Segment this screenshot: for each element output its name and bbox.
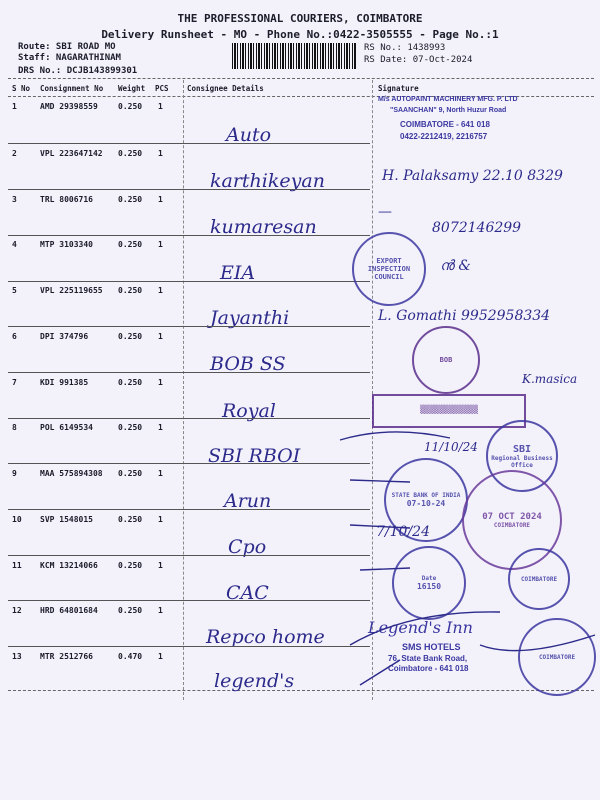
col-sno: S No: [12, 84, 31, 93]
row-consignment: TRL 8006716: [40, 195, 93, 204]
row-weight: 0.250: [118, 469, 143, 478]
legends-inn-logo: Legend's Inn: [368, 618, 473, 637]
row-consignment: MTR 2512766: [40, 652, 93, 661]
row-sno: 1: [12, 102, 17, 111]
row-consignment: DPI 374796: [40, 332, 89, 341]
drs-number: DRS No.: DCJB143899301: [18, 66, 138, 76]
row-consignee: karthikeyan: [210, 170, 325, 192]
row-consignee: Repco home: [206, 626, 325, 648]
signature-row3-phone: 8072146299: [432, 220, 522, 236]
row-consignment: AMD 29398559: [40, 102, 98, 111]
row-weight: 0.250: [118, 423, 143, 432]
col-signature: Signature: [378, 84, 419, 93]
row-consignment: SVP 1548015: [40, 515, 93, 524]
row-sno: 10: [12, 515, 22, 524]
row-divider: [8, 509, 370, 510]
row-consignment: KDI 991385: [40, 378, 89, 387]
row-consignee: CAC: [226, 582, 269, 604]
row-divider: [8, 143, 370, 144]
sms-hotels-label: SMS HOTELS: [402, 642, 461, 652]
row-consignee: Arun: [224, 490, 272, 512]
autopaint-stamp-phone: 0422-2212419, 2216757: [400, 132, 488, 141]
col-pcs: PCS: [155, 84, 169, 93]
row-weight: 0.250: [118, 515, 143, 524]
row-weight: 0.250: [118, 102, 143, 111]
row-consignee: EIA: [220, 262, 256, 284]
table-top-rule: [8, 78, 594, 79]
sbi-office-label: Regional Business Office: [491, 454, 553, 469]
col-consignee: Consignee Details: [187, 84, 264, 93]
legends-seal-text: COIMBATORE: [538, 654, 576, 661]
row-consignee: kumaresan: [210, 216, 317, 238]
row-consignment: VPL 223647142: [40, 149, 103, 158]
row-weight: 0.250: [118, 332, 143, 341]
company-title: THE PROFESSIONAL COURIERS, COIMBATORE: [177, 12, 423, 25]
row-consignment: KCM 13214066: [40, 561, 98, 570]
signature-row7: K.masica: [522, 372, 578, 386]
row-sno: 9: [12, 469, 17, 478]
row-consignment: VPL 225119655: [40, 286, 103, 295]
row-divider: [8, 372, 370, 373]
row-weight: 0.250: [118, 606, 143, 615]
col-weight: Weight: [118, 84, 146, 93]
row-weight: 0.250: [118, 240, 143, 249]
signature-row10: 7/10/24: [376, 524, 430, 540]
col-consignment: Consignment No: [40, 84, 104, 93]
row-pcs: 1: [158, 149, 163, 158]
royal-stamp: ▒▒▒▒▒▒▒▒▒▒▒▒: [372, 394, 526, 428]
row-sno: 4: [12, 240, 17, 249]
cac-stamp-label: Date: [421, 575, 437, 582]
eia-seal-stamp: [352, 232, 426, 306]
autopaint-stamp-name: M/s AUTOPAINT MACHINERY MFG. P. LTD: [378, 96, 518, 103]
row-divider: [8, 235, 370, 236]
row-sno: 13: [12, 652, 22, 661]
row-divider: [8, 418, 370, 419]
row-consignee: Jayanthi: [210, 307, 290, 329]
row-pcs: 1: [158, 561, 163, 570]
row-weight: 0.250: [118, 195, 143, 204]
row-pcs: 1: [158, 286, 163, 295]
rs-number: RS No.: 1438993: [364, 43, 446, 53]
sms-hotels-address: 76, State Bank Road,: [388, 654, 468, 663]
state-bank-label: STATE BANK OF INDIA: [391, 492, 461, 499]
bob-seal-stamp: [412, 326, 480, 394]
barcode-icon: [232, 43, 356, 69]
cpo-stamp-date: 07 OCT 2024: [482, 511, 542, 522]
signature-row8: 11/10/24: [424, 440, 478, 454]
row-sno: 11: [12, 561, 22, 570]
row-consignment: MTP 3103340: [40, 240, 93, 249]
row-divider: [8, 281, 370, 282]
row-divider: [8, 555, 370, 556]
row-divider: [8, 646, 370, 647]
row-sno: 3: [12, 195, 17, 204]
row-pcs: 1: [158, 195, 163, 204]
autopaint-stamp-address: "SAANCHAN" 9, North Huzur Road: [390, 107, 507, 114]
cac-stamp-code: 16150: [416, 582, 442, 591]
row-consignee: legend's: [214, 670, 295, 692]
row-sno: 6: [12, 332, 17, 341]
row-divider: [8, 600, 370, 601]
row-pcs: 1: [158, 515, 163, 524]
row-weight: 0.470: [118, 652, 143, 661]
row-consignment: POL 6149534: [40, 423, 93, 432]
row-sno: 8: [12, 423, 17, 432]
cpo-stamp-city: COIMBATORE: [493, 521, 531, 529]
row-pcs: 1: [158, 102, 163, 111]
row-divider: [8, 463, 370, 464]
row-consignee: Royal: [222, 400, 276, 422]
bob-seal-text: BOB: [439, 356, 453, 364]
row-divider: [8, 326, 370, 327]
stamp-date-row9: 07-10-24: [406, 499, 446, 508]
row-consignment: HRD 64801684: [40, 606, 98, 615]
row-pcs: 1: [158, 652, 163, 661]
row-weight: 0.250: [118, 378, 143, 387]
row-sno: 7: [12, 378, 17, 387]
eia-seal-text: EXPORT INSPECTION COUNCIL: [367, 257, 411, 281]
row-weight: 0.250: [118, 561, 143, 570]
coimbatore-seal-text: COIMBATORE: [520, 576, 558, 583]
column-divider: [183, 80, 184, 700]
row-consignee: Auto: [226, 124, 272, 146]
row-pcs: 1: [158, 332, 163, 341]
row-pcs: 1: [158, 606, 163, 615]
row-weight: 0.250: [118, 286, 143, 295]
signature-row4: ൻ &: [440, 258, 471, 274]
sbi-logo-label: SBI: [512, 443, 532, 455]
staff-label: Staff: NAGARATHINAM: [18, 53, 121, 63]
row-pcs: 1: [158, 469, 163, 478]
row-consignee: SBI RBOI: [208, 445, 301, 467]
row-consignee: Cpo: [228, 536, 267, 558]
route-label: Route: SBI ROAD MO: [18, 42, 116, 52]
rs-date: RS Date: 07-Oct-2024: [364, 55, 473, 65]
signature-row2: H. Palaksamy 22.10 8329: [382, 168, 563, 184]
signature-row3: —: [378, 204, 392, 220]
runsheet-subtitle: Delivery Runsheet - MO - Phone No.:0422-3505555 - Page No.:1: [101, 28, 499, 41]
row-weight: 0.250: [118, 149, 143, 158]
autopaint-stamp-city: COIMBATORE - 641 018: [400, 120, 490, 129]
row-sno: 2: [12, 149, 17, 158]
signature-row5: L. Gomathi 9952958334: [378, 308, 551, 324]
pen-strokes: [330, 420, 600, 700]
row-consignee: BOB SS: [210, 353, 286, 375]
row-consignment: MAA 575894308: [40, 469, 103, 478]
row-pcs: 1: [158, 423, 163, 432]
row-sno: 5: [12, 286, 17, 295]
row-pcs: 1: [158, 378, 163, 387]
row-sno: 12: [12, 606, 22, 615]
row-pcs: 1: [158, 240, 163, 249]
row-divider: [8, 189, 370, 190]
sms-hotels-city: Coimbatore - 641 018: [388, 664, 469, 673]
